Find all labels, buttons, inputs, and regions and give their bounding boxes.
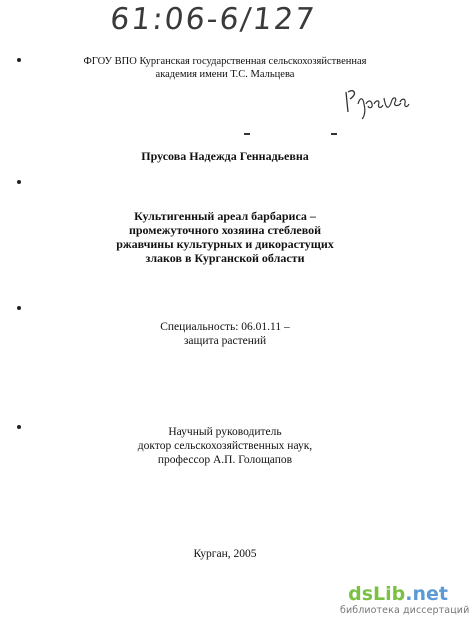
binding-hole-mark: [17, 425, 21, 429]
organization-header: [0, 55, 450, 81]
advisor-line-2: доктор сельскохозяйственных наук,: [137, 440, 313, 452]
watermark-logo: [340, 584, 448, 604]
specialty: [0, 320, 450, 348]
binding-hole-mark: [17, 58, 21, 62]
stray-mark: [244, 133, 250, 135]
title-line: Культигенный ареал барбариса –: [134, 209, 316, 223]
handwritten-signature: [342, 82, 412, 120]
specialty-line-1: Специальность: 06.01.11 –: [160, 321, 290, 333]
binding-hole-mark: [17, 180, 21, 184]
watermark-logo-part1: dsLib: [348, 583, 406, 605]
binding-hole-mark: [17, 306, 21, 310]
place-and-year: Курган, 2005: [193, 548, 257, 560]
advisor-line-3: профессор А.П. Голощапов: [157, 454, 293, 466]
archive-stamp: 61:06-6/127: [108, 2, 318, 37]
author-name: Прусова Надежда Геннадьевна: [141, 149, 309, 163]
advisor-line-1: Научный руководитель: [168, 426, 282, 438]
organization-line-2: академия имени Т.С. Мальцева: [155, 69, 295, 80]
title-line: промежуточного хозяина стеблевой: [128, 223, 322, 237]
specialty-line-2: защита растений: [183, 335, 267, 347]
scientific-advisor: [0, 425, 450, 467]
title-line: злаков в Курганской области: [145, 251, 305, 265]
watermark: [340, 583, 469, 624]
watermark-logo-part2: .net: [405, 583, 448, 605]
watermark-subtitle: библиотека диссертаций: [340, 605, 469, 616]
title-line: ржавчины культурных и дикорастущих: [116, 237, 334, 251]
dissertation-title: [0, 209, 450, 265]
organization-line-1: ФГОУ ВПО Курганская государственная сельскохозяйственная: [83, 56, 367, 67]
stray-mark: [331, 133, 337, 135]
